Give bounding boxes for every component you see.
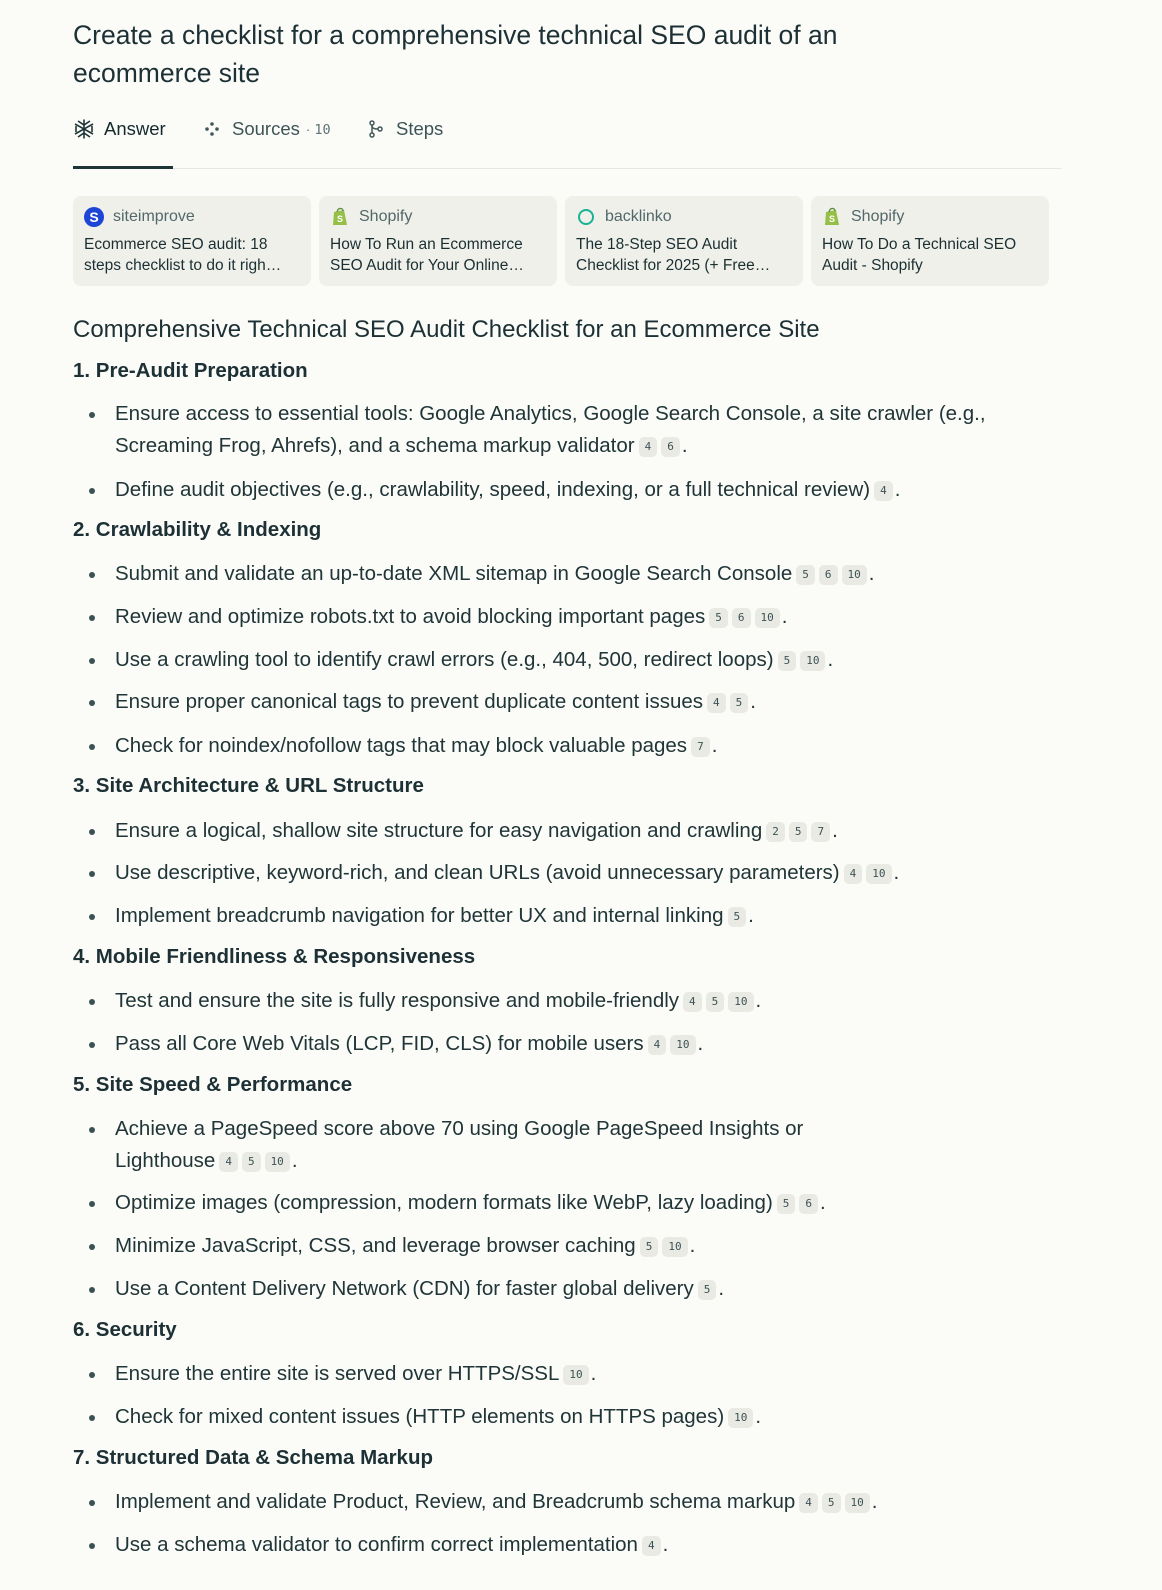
citation-badge[interactable]: 10	[728, 992, 753, 1012]
list-item-text: Ensure proper canonical tags to prevent duplicate content issues	[115, 690, 704, 713]
citation-badge[interactable]: 2	[766, 822, 785, 842]
list-item: Optimize images (compression, modern formats like WebP, lazy loading) 5 6 .	[115, 1187, 1050, 1219]
list-item: Use descriptive, keyword-rich, and clean URLs (avoid unnecessary parameters) 4 10 .	[115, 857, 1050, 889]
list-item: Test and ensure the site is fully responsive and mobile-friendly 4 5 10 .	[115, 985, 1050, 1017]
source-card[interactable]	[73, 196, 311, 286]
sources-icon	[201, 118, 223, 140]
list-item: Ensure the entire site is served over HTTPS/SSL 10 .	[115, 1358, 1050, 1390]
citation-badge[interactable]: 7	[811, 822, 830, 842]
citation-badge[interactable]: 4	[639, 437, 658, 457]
source-site-name: siteimprove	[113, 208, 195, 225]
section-heading: 7. Structured Data & Schema Markup	[73, 1446, 433, 1469]
source-cards	[73, 196, 1061, 286]
source-site-name: Shopify	[359, 208, 413, 225]
list-item: Review and optimize robots.txt to avoid blocking important pages 5 6 10 .	[115, 601, 1050, 633]
source-card-site	[822, 206, 1038, 228]
source-site-name: backlinko	[605, 208, 672, 225]
section-heading: 4. Mobile Friendliness & Responsiveness	[73, 945, 476, 968]
source-card-title: How To Do a Technical SEO Audit - Shopify	[822, 236, 1017, 274]
list-item-text: Implement and validate Product, Review, and Breadcrumb schema markup	[115, 1490, 796, 1513]
shopify-icon	[330, 207, 350, 227]
source-card-title: How To Run an Ecommerce SEO Audit for Your Online…	[330, 236, 524, 274]
citation-badge[interactable]: 5	[777, 1194, 796, 1214]
citation-badge[interactable]: 6	[819, 565, 838, 585]
list-item-text: Check for mixed content issues (HTTP elements on HTTPS pages)	[115, 1405, 725, 1428]
list-item: Check for mixed content issues (HTTP elements on HTTPS pages) 10 .	[115, 1401, 1050, 1433]
list-item: Minimize JavaScript, CSS, and leverage browser caching 5 10 .	[115, 1230, 1050, 1262]
citation-badge[interactable]: 7	[691, 737, 710, 757]
list-item: Achieve a PageSpeed score above 70 using Google PageSpeed Insights or Lighthouse 4 5 10 .	[115, 1113, 835, 1177]
shopify-icon	[822, 207, 842, 227]
page-title: Create a checklist for a comprehensive technical SEO audit of an ecommerce site	[73, 20, 838, 88]
source-card[interactable]	[811, 196, 1049, 286]
source-card[interactable]	[565, 196, 803, 286]
citation-badge[interactable]: 4	[219, 1152, 238, 1172]
citation-badge[interactable]: 4	[844, 864, 863, 884]
citation-badge[interactable]: 10	[755, 608, 780, 628]
list-item-text: Implement breadcrumb navigation for better UX and internal linking	[115, 904, 724, 927]
citation-badge[interactable]: 10	[866, 864, 891, 884]
list-item: Pass all Core Web Vitals (LCP, FID, CLS) for mobile users 4 10 .	[115, 1028, 1050, 1060]
citation-badge[interactable]: 10	[670, 1035, 695, 1055]
answer-heading: Comprehensive Technical SEO Audit Checklist for an Ecommerce Site	[73, 316, 820, 343]
section-heading: 3. Site Architecture & URL Structure	[73, 774, 424, 797]
citation-badge[interactable]: 5	[709, 608, 728, 628]
list-item-text: Achieve a PageSpeed score above 70 using Google PageSpeed Insights or Lighthouse	[115, 1117, 804, 1172]
list-item-text: Define audit objectives (e.g., crawlability, speed, indexing, or a full technical review)	[115, 478, 871, 501]
citation-badge[interactable]: 5	[640, 1237, 659, 1257]
list-item-text: Ensure the entire site is served over HTTPS/SSL	[115, 1362, 560, 1385]
citation-badge[interactable]: 5	[822, 1493, 841, 1513]
citation-badge[interactable]: 10	[800, 651, 825, 671]
source-card-site	[84, 206, 300, 228]
citation-badge[interactable]: 6	[732, 608, 751, 628]
citation-badge[interactable]: 5	[728, 907, 747, 927]
list-item-text: Use a Content Delivery Network (CDN) for faster global delivery	[115, 1277, 694, 1300]
source-card[interactable]	[319, 196, 557, 286]
list-item-text: Minimize JavaScript, CSS, and leverage browser caching	[115, 1234, 636, 1257]
list-item-text: Pass all Core Web Vitals (LCP, FID, CLS) for mobile users	[115, 1032, 644, 1055]
citation-badge[interactable]: 4	[799, 1493, 818, 1513]
citation-badge[interactable]: 4	[707, 693, 726, 713]
citation-badge[interactable]: 5	[796, 565, 815, 585]
list-item: Define audit objectives (e.g., crawlability, speed, indexing, or a full technical review) 4 .	[115, 474, 1050, 506]
list-item: Submit and validate an up-to-date XML sitemap in Google Search Console 5 6 10 .	[115, 558, 1050, 590]
tab-sources[interactable]	[201, 118, 331, 168]
citation-badge[interactable]: 5	[778, 651, 797, 671]
tab-answer[interactable]	[73, 118, 173, 168]
citation-badge[interactable]: 5	[698, 1280, 717, 1300]
source-card-title: The 18-Step SEO Audit Checklist for 2025 (+ Free…	[576, 236, 771, 274]
citation-badge[interactable]: 10	[728, 1408, 753, 1428]
list-item-text: Use a schema validator to confirm correct implementation	[115, 1533, 638, 1556]
citation-badge[interactable]: 5	[242, 1152, 261, 1172]
citation-badge[interactable]: 4	[642, 1536, 661, 1556]
svg-text:S: S	[828, 214, 836, 224]
list-item: Ensure a logical, shallow site structure for easy navigation and crawling 2 5 7 .	[115, 815, 1050, 847]
steps-icon	[365, 118, 387, 140]
citation-badge[interactable]: 6	[661, 437, 680, 457]
citation-badge[interactable]: 4	[683, 992, 702, 1012]
citation-badge[interactable]: 10	[845, 1493, 870, 1513]
source-card-title: Ecommerce SEO audit: 18 steps checklist to do it righ…	[84, 236, 282, 274]
section-heading: 5. Site Speed & Performance	[73, 1073, 353, 1096]
tab-steps-label: Steps	[396, 118, 444, 139]
citation-badge[interactable]: 5	[789, 822, 808, 842]
tab-sources-label: Sources	[232, 118, 300, 139]
section-heading: 6. Security	[73, 1318, 177, 1341]
citation-badge[interactable]: 5	[730, 693, 749, 713]
list-item-text: Ensure a logical, shallow site structure for easy navigation and crawling	[115, 819, 763, 842]
list-item: Implement breadcrumb navigation for better UX and internal linking 5 .	[115, 900, 1050, 932]
section-heading: 1. Pre-Audit Preparation	[73, 359, 308, 382]
citation-badge[interactable]: 4	[874, 481, 893, 501]
list-item-text: Test and ensure the site is fully responsive and mobile-friendly	[115, 989, 680, 1012]
backlinko-icon	[576, 207, 596, 227]
list-item: Ensure proper canonical tags to prevent duplicate content issues 4 5 .	[115, 686, 1050, 718]
list-item: Ensure access to essential tools: Google Analytics, Google Search Console, a site crawler (e.g., Screaming Frog, Ahrefs), and a schema markup validator 4 6 .	[115, 398, 1050, 462]
tab-steps[interactable]	[365, 118, 443, 168]
list-item-text: Submit and validate an up-to-date XML sitemap in Google Search Console	[115, 562, 793, 585]
tab-answer-label: Answer	[104, 118, 166, 139]
citation-badge[interactable]: 6	[799, 1194, 818, 1214]
list-item: Use a Content Delivery Network (CDN) for faster global delivery 5 .	[115, 1273, 1050, 1305]
citation-badge[interactable]: 10	[265, 1152, 290, 1172]
list-item-text: Optimize images (compression, modern formats like WebP, lazy loading)	[115, 1191, 773, 1214]
list-item: Implement and validate Product, Review, and Breadcrumb schema markup 4 5 10 .	[115, 1486, 1050, 1518]
citation-badge[interactable]: 10	[563, 1365, 588, 1385]
answer-icon	[73, 118, 95, 140]
source-card-site	[330, 206, 546, 228]
tab-bar	[73, 118, 1061, 169]
citation-badge[interactable]: 4	[648, 1035, 667, 1055]
section-heading: 2. Crawlability & Indexing	[73, 518, 322, 541]
sources-count: · 10	[305, 122, 331, 138]
svg-text:S: S	[89, 209, 99, 225]
list-item-text: Review and optimize robots.txt to avoid blocking important pages	[115, 605, 706, 628]
citation-badge[interactable]: 5	[706, 992, 725, 1012]
siteimprove-icon	[84, 207, 104, 227]
list-item-text: Ensure access to essential tools: Google Analytics, Google Search Console, a site crawler (e.g., Screaming Frog, Ahrefs), and a schema markup validator	[115, 402, 986, 457]
citation-badge[interactable]: 10	[842, 565, 867, 585]
citation-badge[interactable]: 10	[662, 1237, 687, 1257]
list-item: Check for noindex/nofollow tags that may block valuable pages 7 .	[115, 730, 1050, 762]
list-item: Use a schema validator to confirm correct implementation 4 .	[115, 1529, 1050, 1561]
list-item-text: Check for noindex/nofollow tags that may block valuable pages	[115, 734, 688, 757]
svg-text:S: S	[336, 214, 344, 224]
source-site-name: Shopify	[851, 208, 905, 225]
source-card-site	[576, 206, 792, 228]
list-item-text: Use descriptive, keyword-rich, and clean URLs (avoid unnecessary parameters)	[115, 861, 840, 884]
list-item: Use a crawling tool to identify crawl errors (e.g., 404, 500, redirect loops) 5 10 .	[115, 644, 1050, 676]
list-item-text: Use a crawling tool to identify crawl errors (e.g., 404, 500, redirect loops)	[115, 648, 774, 671]
